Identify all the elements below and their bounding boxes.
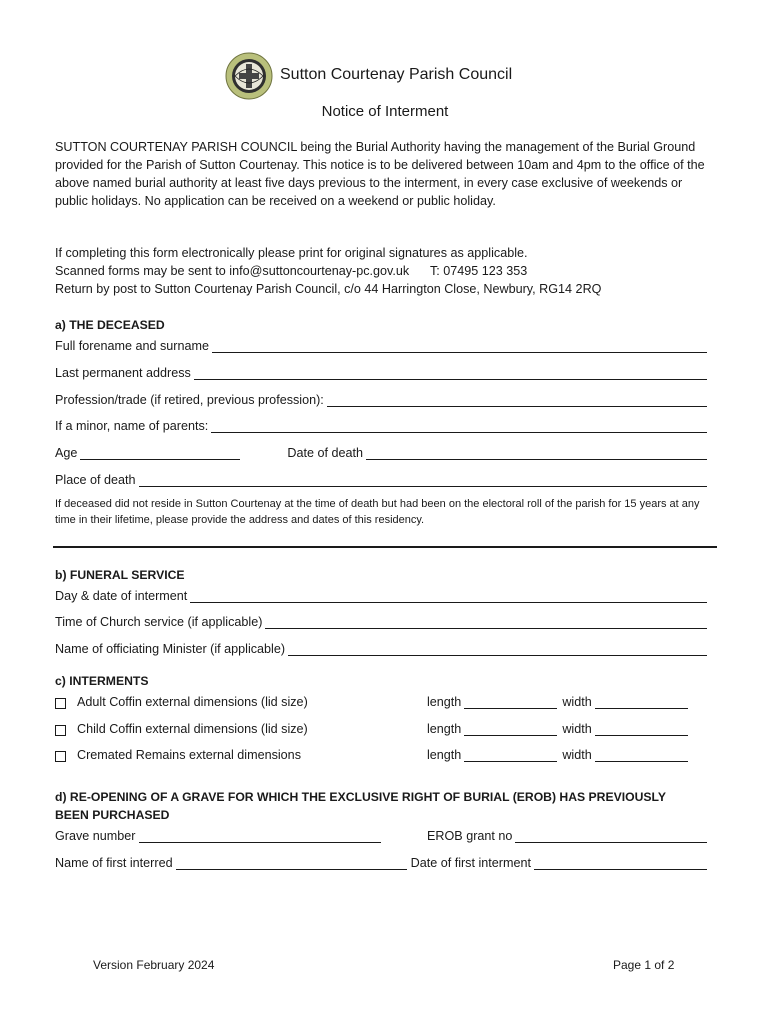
width-line[interactable] [595, 722, 688, 736]
interment-item-label: Cremated Remains external dimensions [77, 748, 301, 762]
interment-item[interactable] [55, 744, 345, 762]
interment-date-label: Day & date of interment [55, 589, 188, 603]
minor-parents-field[interactable] [55, 415, 707, 433]
interment-item[interactable] [55, 691, 345, 709]
electronic-note: If completing this form electronically please print for original signatures as applicable. [55, 246, 528, 260]
length-label: length [427, 722, 462, 736]
profession-line[interactable] [327, 393, 707, 407]
post-note: Return by post to Sutton Courtenay Parish Council, c/o 44 Harrington Close, Newbury, RG14 2RQ [55, 282, 602, 296]
checkbox[interactable] [55, 725, 66, 736]
minister-line[interactable] [288, 642, 707, 656]
section-reopening-heading-cont: BEEN PURCHASED [55, 808, 170, 822]
page-number: Page 1 of 2 [613, 958, 675, 972]
erob-grant-field[interactable] [427, 825, 707, 843]
interment-date-line[interactable] [190, 589, 707, 603]
first-interment-date-label: Date of first interment [410, 856, 531, 870]
church-time-field[interactable] [55, 611, 707, 629]
minor-parents-line[interactable] [211, 419, 707, 433]
section-divider [53, 546, 717, 548]
width-label: width [562, 695, 592, 709]
erob-grant-line[interactable] [515, 829, 707, 843]
section-interments-heading: c) INTERMENTS [55, 674, 149, 688]
grave-number-line[interactable] [139, 829, 382, 843]
first-interred-label: Name of first interred [55, 856, 173, 870]
age-death-row [55, 442, 707, 460]
age-label: Age [55, 446, 78, 460]
full-name-label: Full forename and surname [55, 339, 210, 353]
scanned-email-text: Scanned forms may be sent to info@suttoncourtenay-pc.gov.uk [55, 264, 410, 278]
first-interment-date-line[interactable] [534, 856, 707, 870]
interment-item[interactable] [55, 718, 345, 736]
place-of-death-label: Place of death [55, 473, 136, 487]
version-footer: Version February 2024 [93, 958, 215, 972]
first-interred-line[interactable] [176, 856, 407, 870]
length-line[interactable] [464, 722, 557, 736]
length-line[interactable] [464, 695, 557, 709]
address-field[interactable] [55, 362, 707, 380]
grave-number-field[interactable] [55, 825, 381, 843]
address-label: Last permanent address [55, 366, 191, 380]
checkbox[interactable] [55, 751, 66, 762]
interment-item-label: Adult Coffin external dimensions (lid size) [77, 695, 308, 709]
full-name-field[interactable] [55, 335, 707, 353]
church-time-line[interactable] [265, 615, 707, 629]
erob-grant-label: EROB grant no [427, 829, 513, 843]
section-funeral-heading: b) FUNERAL SERVICE [55, 568, 185, 582]
scanned-note [55, 264, 527, 278]
section-reopening-heading: d) RE-OPENING OF A GRAVE FOR WHICH THE EXCLUSIVE RIGHT OF BURIAL (EROB) HAS PREVIOUSLY [55, 790, 666, 804]
profession-label: Profession/trade (if retired, previous profession): [55, 393, 324, 407]
residency-note: If deceased did not reside in Sutton Courtenay at the time of death but had been on the electoral roll of the parish for 15 years at any time in their lifetime, please provide the address and dates of this residency. [55, 498, 700, 526]
intro-paragraph: SUTTON COURTENAY PARISH COUNCIL being the Burial Authority having the management of the Burial Ground provided for the Parish of Sutton Courtenay. This notice is to be delivered between 10am and 4pm to the office of the above named burial authority at least five days previous to the interment, in every case exclusive of weekends or public holidays. No application can be received on a weekend or public holiday. [55, 140, 705, 208]
width-label: width [562, 748, 592, 762]
minister-label: Name of officiating Minister (if applicable) [55, 642, 286, 656]
width-line[interactable] [595, 748, 688, 762]
interment-dimensions [427, 718, 688, 736]
length-label: length [427, 695, 462, 709]
length-label: length [427, 748, 462, 762]
interment-date-field[interactable] [55, 585, 707, 603]
age-line[interactable] [80, 446, 240, 460]
address-line[interactable] [194, 366, 707, 380]
church-time-label: Time of Church service (if applicable) [55, 615, 263, 629]
interment-item-label: Child Coffin external dimensions (lid size) [77, 722, 308, 736]
profession-field[interactable] [55, 389, 707, 407]
minister-field[interactable] [55, 638, 707, 656]
page-title: Notice of Interment [321, 103, 449, 120]
length-line[interactable] [464, 748, 557, 762]
checkbox[interactable] [55, 698, 66, 709]
interment-dimensions [427, 744, 688, 762]
date-of-death-line[interactable] [366, 446, 707, 460]
first-interred-row [55, 852, 707, 870]
full-name-line[interactable] [212, 339, 707, 353]
interment-dimensions [427, 691, 688, 709]
place-of-death-line[interactable] [139, 473, 707, 487]
grave-number-label: Grave number [55, 829, 136, 843]
place-of-death-field[interactable] [55, 469, 707, 487]
phone-number: T: 07495 123 353 [429, 264, 528, 278]
minor-parents-label: If a minor, name of parents: [55, 419, 209, 433]
width-label: width [562, 722, 592, 736]
width-line[interactable] [595, 695, 688, 709]
parish-seal-logo [225, 52, 273, 100]
section-deceased-heading: a) THE DECEASED [55, 318, 165, 332]
date-of-death-label: Date of death [287, 446, 364, 460]
council-name: Sutton Courtenay Parish Council [280, 66, 513, 83]
